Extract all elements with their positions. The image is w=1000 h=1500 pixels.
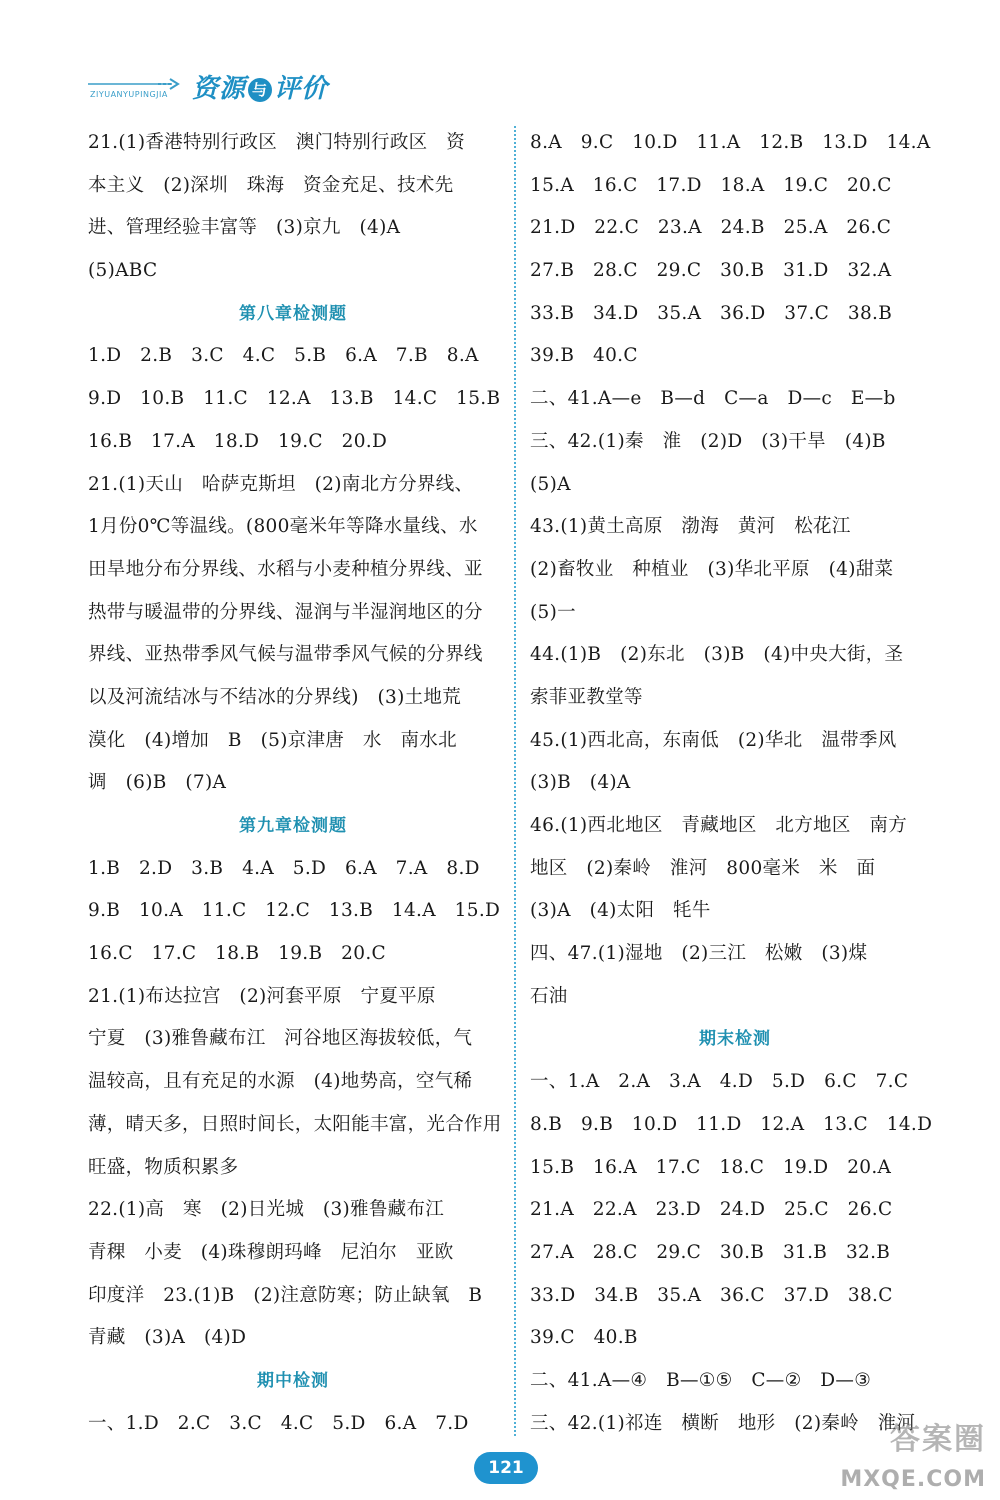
- answer-line: 索菲亚教堂等: [530, 686, 643, 708]
- answer-line: 一、1.D 2.C 3.C 4.C 5.D 6.A 7.D: [88, 1412, 469, 1434]
- answer-line: 8.B 9.B 10.D 11.D 12.A 13.C 14.D: [530, 1113, 933, 1135]
- answer-line: 8.A 9.C 10.D 11.A 12.B 13.D 14.A: [530, 132, 931, 153]
- answer-line: 16.C 17.C 18.B 19.B 20.C: [88, 943, 386, 965]
- answer-line: (5)一: [530, 601, 576, 623]
- answer-line: 15.B 16.A 17.C 18.C 19.D 20.A: [530, 1156, 892, 1178]
- right-column: [530, 122, 940, 1445]
- answer-line: 33.B 34.D 35.A 36.D 37.C 38.B: [530, 302, 893, 324]
- answer-line: 33.D 34.B 35.A 36.C 37.D 38.C: [530, 1284, 893, 1306]
- answer-line: 三、42.(1)秦 淮 (2)D (3)干旱 (4)B: [530, 430, 886, 452]
- answer-line: 21.A 22.A 23.D 24.D 25.C 26.C: [530, 1199, 893, 1221]
- answer-line: 宁夏 (3)雅鲁藏布江 河谷地区海拔较低，气: [88, 1028, 473, 1050]
- header-pinyin: ZIYUANYUPINGJIA: [90, 90, 168, 99]
- answer-line: 印度洋 23.(1)B (2)注意防寒；防止缺氧 B: [88, 1284, 483, 1306]
- answer-line: (5)ABC: [88, 260, 158, 282]
- answer-line: 旺盛，物质积累多: [88, 1156, 239, 1178]
- answer-line: 27.B 28.C 29.C 30.B 31.D 32.A: [530, 260, 892, 282]
- answer-line: 15.A 16.C 17.D 18.A 19.C 20.C: [530, 174, 892, 196]
- answer-line: 39.C 40.B: [530, 1327, 638, 1349]
- answer-line: 27.A 28.C 29.C 30.B 31.B 32.B: [530, 1241, 891, 1263]
- answer-line: 青稞 小麦 (4)珠穆朗玛峰 尼泊尔 亚欧: [88, 1241, 454, 1263]
- answer-line: 石油: [530, 985, 568, 1007]
- book-header: [88, 62, 348, 106]
- answer-line: 46.(1)西北地区 青藏地区 北方地区 南方: [530, 815, 908, 836]
- answer-line: 漠化 (4)增加 B (5)京津唐 水 南水北: [88, 729, 457, 751]
- section-heading: 第八章检测题: [239, 303, 347, 324]
- page-number: 121: [474, 1452, 538, 1484]
- answer-line: 22.(1)高 寒 (2)日光城 (3)雅鲁藏布江: [88, 1199, 445, 1221]
- answer-line: (5)A: [530, 473, 571, 495]
- answer-line: 9.D 10.B 11.C 12.A 13.B 14.C 15.B: [88, 388, 501, 410]
- answer-line: 39.B 40.C: [530, 345, 638, 367]
- header-title-part2: 评价: [274, 74, 329, 104]
- column-divider: [514, 126, 516, 1436]
- section-heading: 期中检测: [257, 1370, 329, 1391]
- answer-line: 进、管理经验丰富等 (3)京九 (4)A: [88, 217, 401, 239]
- answer-line: 青藏 (3)A (4)D: [88, 1327, 247, 1349]
- answer-line: (3)B (4)A: [530, 772, 631, 794]
- answer-line: 1.B 2.D 3.B 4.A 5.D 6.A 7.A 8.D: [88, 857, 480, 879]
- answer-line: 本主义 (2)深圳 珠海 资金充足、技术先: [88, 174, 454, 196]
- answer-line: 一、1.A 2.A 3.A 4.D 5.D 6.C 7.C: [530, 1071, 909, 1093]
- answer-line: 21.(1)布达拉宫 (2)河套平原 宁夏平原: [88, 985, 436, 1007]
- answer-line: 调 (6)B (7)A: [88, 772, 227, 794]
- answer-line: 43.(1)黄土高原 渤海 黄河 松花江: [530, 516, 851, 538]
- answer-line: 温较高，且有充足的水源 (4)地势高，空气稀: [88, 1071, 473, 1093]
- answer-line: 1月份0℃等温线。(800毫米年等降水量线、水: [88, 516, 478, 538]
- answer-line: 三、42.(1)祁连 横断 地形 (2)秦岭 淮河: [530, 1412, 916, 1434]
- answer-line: 以及河流结冰与不结冰的分界线) (3)土地荒: [88, 686, 462, 708]
- answer-line: 44.(1)B (2)东北 (3)B (4)中央大街，圣: [530, 644, 904, 666]
- answer-line: 界线、亚热带季风气候与温带季风气候的分界线: [88, 644, 483, 666]
- section-heading: 第九章检测题: [239, 816, 347, 836]
- answer-line: 1.D 2.B 3.C 4.C 5.B 6.A 7.B 8.A: [88, 345, 479, 367]
- watermark-logo: 答案圈: [890, 1422, 986, 1457]
- answer-line: 二、41.A—④ B—①⑤ C—② D—③: [530, 1369, 872, 1391]
- answer-line: 二、41.A—e B—d C—a D—c E—b: [530, 388, 896, 410]
- answer-line: 四、47.(1)湿地 (2)三江 松嫩 (3)煤: [530, 943, 868, 965]
- answer-line: 薄，晴天多，日照时间长，太阳能丰富，光合作用: [88, 1113, 502, 1135]
- answer-line: 45.(1)西北高，东南低 (2)华北 温带季风: [530, 729, 897, 751]
- answer-line: 地区 (2)秦岭 淮河 800毫米 米 面: [530, 857, 876, 879]
- answer-line: 热带与暖温带的分界线、湿润与半湿润地区的分: [88, 601, 483, 623]
- left-column: [88, 122, 502, 1445]
- answer-line: 21.(1)香港特别行政区 澳门特别行政区 资: [88, 132, 466, 153]
- header-title: [192, 68, 328, 105]
- answer-line: 9.B 10.A 11.C 12.C 13.B 14.A 15.D: [88, 900, 501, 922]
- header-title-part1: 资源: [192, 74, 247, 104]
- watermark: [832, 1414, 992, 1492]
- answer-line: (2)畜牧业 种植业 (3)华北平原 (4)甜菜: [530, 558, 894, 580]
- answer-line: 21.D 22.C 23.A 24.B 25.A 26.C: [530, 217, 892, 239]
- header-title-amp: 与: [248, 78, 272, 102]
- answer-line: (3)A (4)太阳 牦牛: [530, 900, 711, 922]
- answer-line: 田旱地分布分界线、水稻与小麦种植分界线、亚: [88, 558, 483, 580]
- watermark-url: MXQE.COM: [840, 1467, 986, 1492]
- answer-line: 16.B 17.A 18.D 19.C 20.D: [88, 430, 388, 452]
- answer-line: 21.(1)天山 哈萨克斯坦 (2)南北方分界线、: [88, 473, 474, 495]
- section-heading: 期末检测: [699, 1029, 771, 1050]
